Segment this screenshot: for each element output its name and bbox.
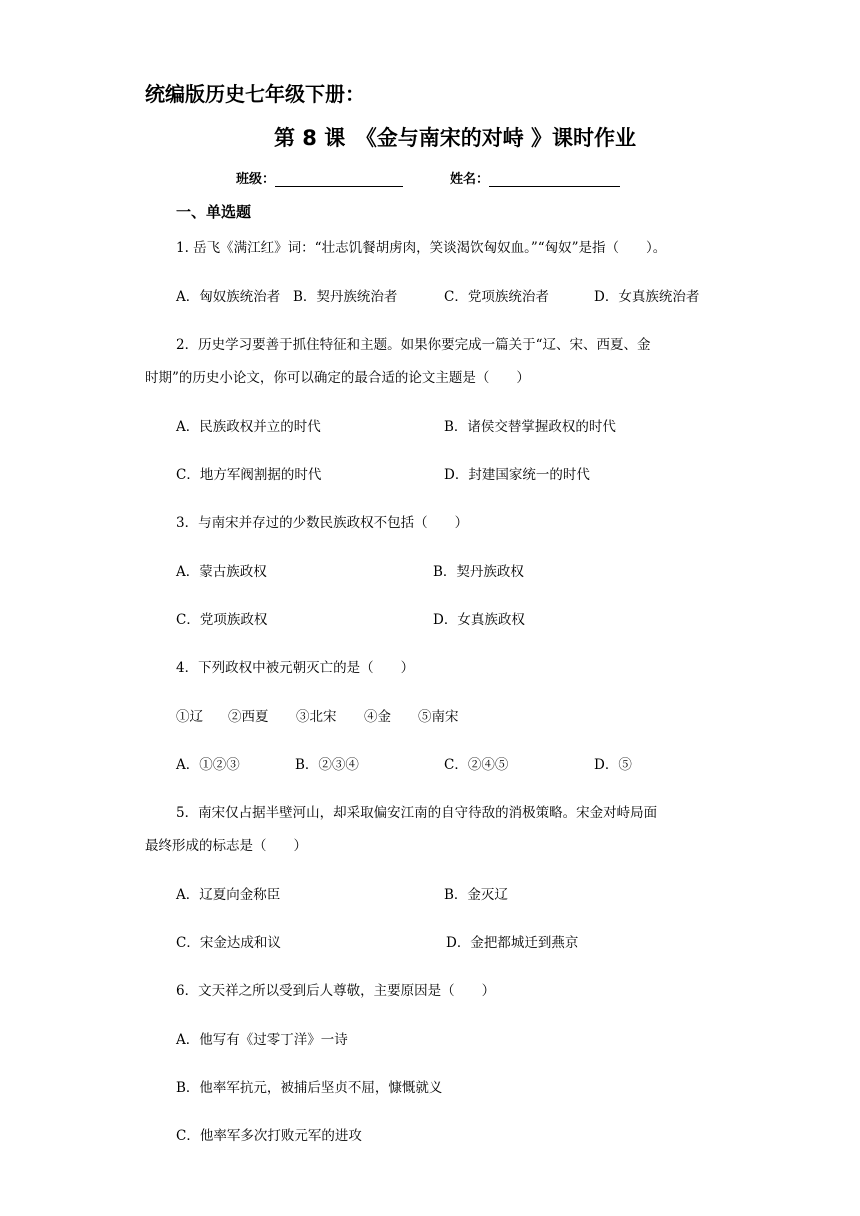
question-4-stem: 4．下列政权中被元朝灭亡的是（ ） [176, 660, 415, 676]
name-field [450, 168, 620, 187]
question-4-item-2: ②西夏 [228, 709, 269, 725]
class-blank[interactable] [275, 172, 403, 187]
question-4-option-c: C．②④⑤ [444, 757, 509, 773]
question-2-option-b: B．诸侯交替掌握政权的时代 [444, 419, 616, 435]
question-1-option-a: A．匈奴族统治者 [176, 289, 281, 305]
name-blank[interactable] [489, 172, 620, 187]
question-2-option-a: A．民族政权并立的时代 [176, 419, 321, 435]
question-6-option-a: A．他写有《过零丁洋》一诗 [176, 1032, 348, 1048]
question-2-option-d: D．封建国家统一的时代 [444, 467, 590, 483]
question-6-option-c: C．他率军多次打败元军的进攻 [176, 1128, 362, 1144]
question-5-stem-line1: 5．南宋仅占据半壁河山，却采取偏安江南的自守待敌的消极策略。宋金对峙局面 [176, 805, 658, 821]
question-5-option-a: A．辽夏向金称臣 [176, 887, 281, 903]
name-label: 姓名： [450, 172, 490, 187]
question-2-stem-line2: 时期”的历史小论文，你可以确定的最合适的论文主题是（ ） [145, 370, 530, 386]
class-label: 班级： [236, 172, 276, 187]
question-2-stem-line1: 2．历史学习要善于抓住特征和主题。如果你要完成一篇关于“辽、宋、西夏、金 [176, 337, 651, 353]
question-3-option-d: D．女真族政权 [433, 612, 525, 628]
question-4-option-d: D．⑤ [594, 757, 632, 773]
document-header-title: 统编版历史七年级下册： [145, 82, 365, 106]
question-1-option-d: D．女真族统治者 [594, 289, 700, 305]
question-4-item-4: ④金 [364, 709, 391, 725]
question-3-option-b: B．契丹族政权 [433, 564, 524, 580]
section-title: 一、单选题 [176, 203, 252, 221]
question-6-stem: 6．文天祥之所以受到后人尊敬，主要原因是（ ） [176, 983, 496, 999]
question-5-option-c: C．宋金达成和议 [176, 935, 281, 951]
question-1-option-c: C．党项族统治者 [444, 289, 549, 305]
question-4-option-a: A．①②③ [176, 757, 240, 773]
question-5-stem-line2: 最终形成的标志是（ ） [145, 838, 307, 854]
class-field [236, 168, 403, 187]
question-4-item-3: ③北宋 [296, 709, 337, 725]
question-6-option-b: B．他率军抗元，被捕后坚贞不屈，慷慨就义 [176, 1080, 443, 1096]
question-3-option-a: A．蒙古族政权 [176, 564, 267, 580]
question-3-option-c: C．党项族政权 [176, 612, 268, 628]
question-1-stem: 1. 岳飞《满江红》词：“壮志饥餐胡虏肉，笑谈渴饮匈奴血。”“匈奴”是指（ ）。 [176, 240, 667, 256]
question-5-option-d: D．金把都城迁到燕京 [446, 935, 579, 951]
question-4-option-b: B．②③④ [295, 757, 359, 773]
lesson-title: 第 8 课 《金与南宋的对峙 》课时作业 [273, 126, 637, 150]
question-3-stem: 3．与南宋并存过的少数民族政权不包括（ ） [176, 515, 469, 531]
question-4-item-5: ⑤南宋 [418, 709, 459, 725]
question-2-option-c: C．地方军阀割据的时代 [176, 467, 322, 483]
question-4-item-1: ①辽 [176, 709, 203, 725]
question-5-option-b: B．金灭辽 [444, 887, 508, 903]
question-1-option-b: B．契丹族统治者 [293, 289, 398, 305]
